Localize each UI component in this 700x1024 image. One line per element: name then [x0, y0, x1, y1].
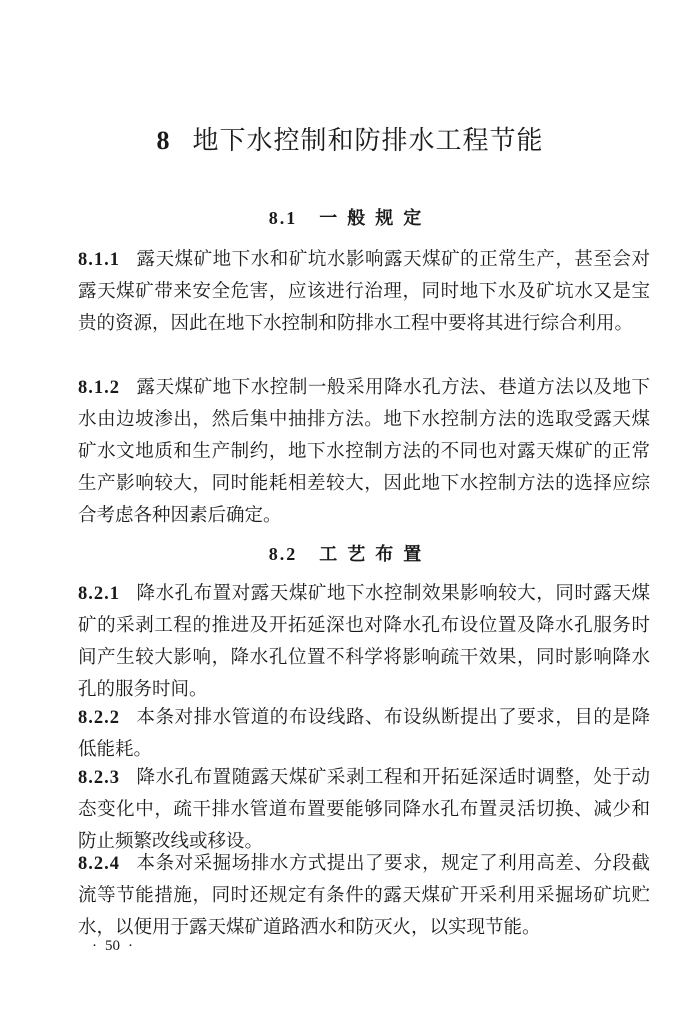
clause-text: 降水孔布置随露天煤矿采剥工程和开拓延深适时调整，处于动态变化中，疏干排水管道布置要能够同降水孔布置灵活切换、减少和防止频繁改线或移设。: [78, 767, 650, 852]
clause-text: 本条对采掘场排水方式提出了要求，规定了利用高差、分段截流等节能措施，同时还规定有条件的露天煤矿开采利用采掘场矿坑贮水，以便用于露天煤矿道路洒水和防灭火，以实现节能。: [78, 853, 650, 938]
section-title-text: 一般规定: [319, 208, 432, 229]
clause-text: 降水孔布置对露天煤矿地下水控制效果影响较大，同时露天煤矿的采剥工程的推进及开拓延深也对降水孔布设位置及降水孔服务时间产生较大影响，降水孔位置不科学将影响疏干效果，同时影响降水孔的服务时间。: [78, 583, 650, 700]
clause-number: 8.2.4: [78, 854, 120, 874]
page-number-value: 50: [105, 938, 120, 954]
clause-8-1-2: [78, 372, 650, 532]
section-number: 8.1: [268, 208, 298, 228]
page-number-bullet-left: ·: [92, 938, 97, 954]
clause-8-1-1: [78, 244, 650, 340]
clause-number: 8.1.1: [78, 250, 120, 270]
clause-8-2-3: [78, 762, 650, 858]
section-number: 8.2: [268, 544, 298, 564]
clause-8-2-1: [78, 578, 650, 706]
page-number: [84, 938, 141, 955]
clause-number: 8.2.1: [78, 584, 120, 604]
clause-number: 8.1.2: [78, 378, 120, 398]
clause-text: 露天煤矿地下水控制一般采用降水孔方法、巷道方法以及地下水由边坡渗出，然后集中抽排方法。地下水控制方法的选取受露天煤矿水文地质和生产制约，地下水控制方法的不同也对露天煤矿的正常生产影响较大，同时能耗相差较大，因此地下水控制方法的选择应综合考虑各种因素后确定。: [78, 377, 650, 526]
clause-text: 本条对排水管道的布设线路、布设纵断提出了要求，目的是降低能耗。: [78, 707, 650, 760]
chapter-number: 8: [156, 126, 171, 155]
page-number-bullet-right: ·: [128, 938, 133, 954]
clause-8-2-4: [78, 848, 650, 944]
chapter-title-text: 地下水控制和防排水工程节能: [192, 126, 544, 156]
chapter-title: [0, 120, 700, 157]
section-title-8-1: [0, 204, 700, 230]
clause-number: 8.2.3: [78, 768, 120, 788]
clause-number: 8.2.2: [78, 708, 120, 728]
section-title-text: 工艺布置: [319, 544, 432, 565]
clause-text: 露天煤矿地下水和矿坑水影响露天煤矿的正常生产，甚至会对露天煤矿带来安全危害，应该进行治理，同时地下水及矿坑水又是宝贵的资源，因此在地下水控制和防排水工程中要将其进行综合利用。: [78, 249, 650, 334]
section-title-8-2: [0, 540, 700, 566]
clause-8-2-2: [78, 702, 650, 766]
